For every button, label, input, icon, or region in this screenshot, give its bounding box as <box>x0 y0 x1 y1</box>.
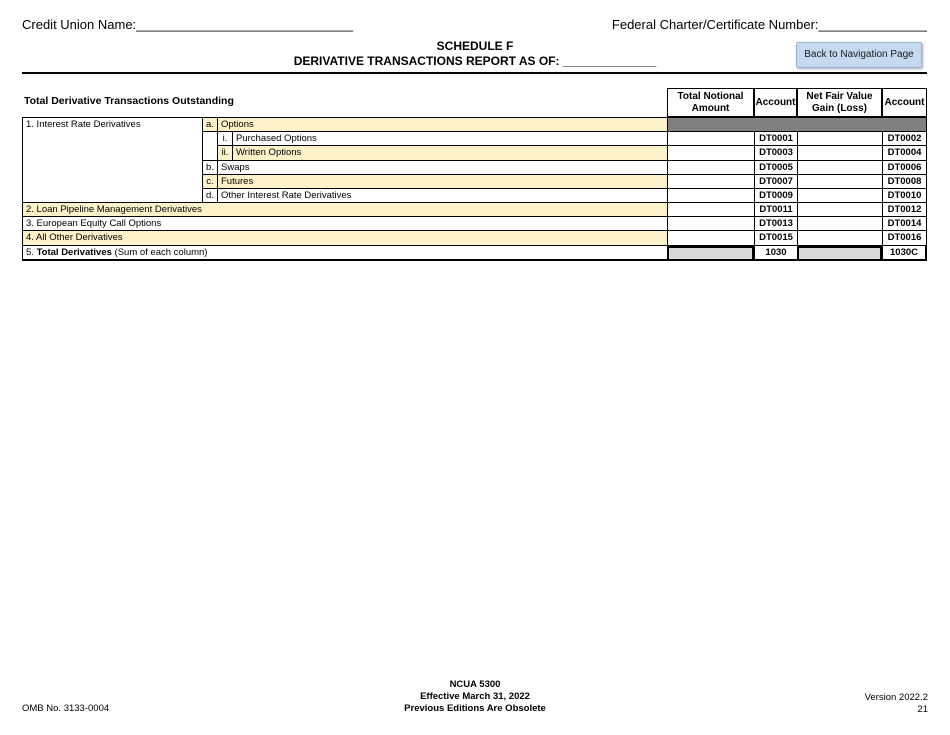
row-i-label: Purchased Options <box>232 131 667 145</box>
acct-dt0014: DT0014 <box>882 217 927 231</box>
acct-dt0010: DT0010 <box>882 188 927 203</box>
row-d-label: Other Interest Rate Derivatives <box>217 188 667 203</box>
acct-dt0015: DT0015 <box>754 231 797 246</box>
acct-dt0013: DT0013 <box>754 217 797 231</box>
row-c-letter: c. <box>202 174 217 188</box>
page-number: 21 <box>917 704 928 715</box>
row-a-shaded-cells <box>667 117 927 131</box>
row-5-suffix: (Sum of each column) <box>111 247 208 258</box>
input-futures-fair-value[interactable] <box>797 174 882 188</box>
row-b-letter: b. <box>202 160 217 174</box>
input-swaps-notional[interactable] <box>667 160 754 174</box>
header-divider <box>22 72 927 74</box>
row-d-letter: d. <box>202 188 217 203</box>
acct-dt0009: DT0009 <box>754 188 797 203</box>
schedule-title: SCHEDULE F <box>436 39 514 53</box>
row-1-label: 1. Interest Rate Derivatives <box>26 119 141 130</box>
input-futures-notional[interactable] <box>667 174 754 188</box>
acct-dt0012: DT0012 <box>882 203 927 217</box>
row-5-label <box>22 246 667 261</box>
col-header-notional: Total Notional Amount <box>667 88 754 117</box>
input-purchased-options-notional[interactable] <box>667 131 754 145</box>
acct-dt0003: DT0003 <box>754 145 797 160</box>
acct-dt0001: DT0001 <box>754 131 797 145</box>
col-header-fair-value: Net Fair Value Gain (Loss) <box>797 88 882 117</box>
report-title: DERIVATIVE TRANSACTIONS REPORT AS OF: ______________ <box>293 54 657 68</box>
acct-dt0004: DT0004 <box>882 145 927 160</box>
input-loan-pipeline-fair-value[interactable] <box>797 203 882 217</box>
row-a-spacer <box>202 131 217 160</box>
row-c-label: Futures <box>217 174 667 188</box>
row-interest-rate-label <box>22 117 202 203</box>
version: Version 2022.2 <box>864 692 928 703</box>
row-a-label: Options <box>217 117 667 131</box>
row-4-label: 4. All Other Derivatives <box>22 231 667 246</box>
acct-dt0007: DT0007 <box>754 174 797 188</box>
form-number: NCUA 5300 <box>449 679 501 690</box>
input-other-ir-fair-value[interactable] <box>797 188 882 203</box>
col-header-account-1: Account <box>754 88 797 117</box>
input-other-ir-notional[interactable] <box>667 188 754 203</box>
acct-1030: 1030 <box>754 246 797 261</box>
row-3-label: 3. European Equity Call Options <box>22 217 667 231</box>
acct-dt0002: DT0002 <box>882 131 927 145</box>
input-purchased-options-fair-value[interactable] <box>797 131 882 145</box>
row-ii-label: Written Options <box>232 145 667 160</box>
acct-dt0006: DT0006 <box>882 160 927 174</box>
acct-dt0008: DT0008 <box>882 174 927 188</box>
row-b-label: Swaps <box>217 160 667 174</box>
input-written-options-notional[interactable] <box>667 145 754 160</box>
row-ii-num: ii. <box>217 145 232 160</box>
input-equity-call-notional[interactable] <box>667 217 754 231</box>
input-loan-pipeline-notional[interactable] <box>667 203 754 217</box>
omb-number: OMB No. 3133-0004 <box>22 703 110 714</box>
acct-1030c: 1030C <box>882 246 927 261</box>
row-5-prefix: 5. <box>26 247 37 258</box>
section-title: Total Derivative Transactions Outstanding <box>24 95 234 107</box>
back-to-navigation-button[interactable]: Back to Navigation Page <box>796 42 922 68</box>
row-2-label: 2. Loan Pipeline Management Derivatives <box>22 203 667 217</box>
row-5-bold: Total Derivatives <box>36 247 112 258</box>
input-all-other-fair-value[interactable] <box>797 231 882 246</box>
charter-number-label: Federal Charter/Certificate Number:_______________ <box>611 17 927 32</box>
acct-dt0011: DT0011 <box>754 203 797 217</box>
obsolete-notice: Previous Editions Are Obsolete <box>404 703 546 714</box>
row-i-num: i. <box>217 131 232 145</box>
input-all-other-notional[interactable] <box>667 231 754 246</box>
row-a-letter: a. <box>202 117 217 131</box>
input-equity-call-fair-value[interactable] <box>797 217 882 231</box>
acct-dt0016: DT0016 <box>882 231 927 246</box>
credit-union-name-label: Credit Union Name:______________________________ <box>22 17 354 32</box>
effective-date: Effective March 31, 2022 <box>420 691 530 702</box>
acct-dt0005: DT0005 <box>754 160 797 174</box>
col-header-account-2: Account <box>882 88 927 117</box>
total-fair-value-cell <box>797 246 882 261</box>
total-notional-cell <box>667 246 754 261</box>
input-written-options-fair-value[interactable] <box>797 145 882 160</box>
input-swaps-fair-value[interactable] <box>797 160 882 174</box>
